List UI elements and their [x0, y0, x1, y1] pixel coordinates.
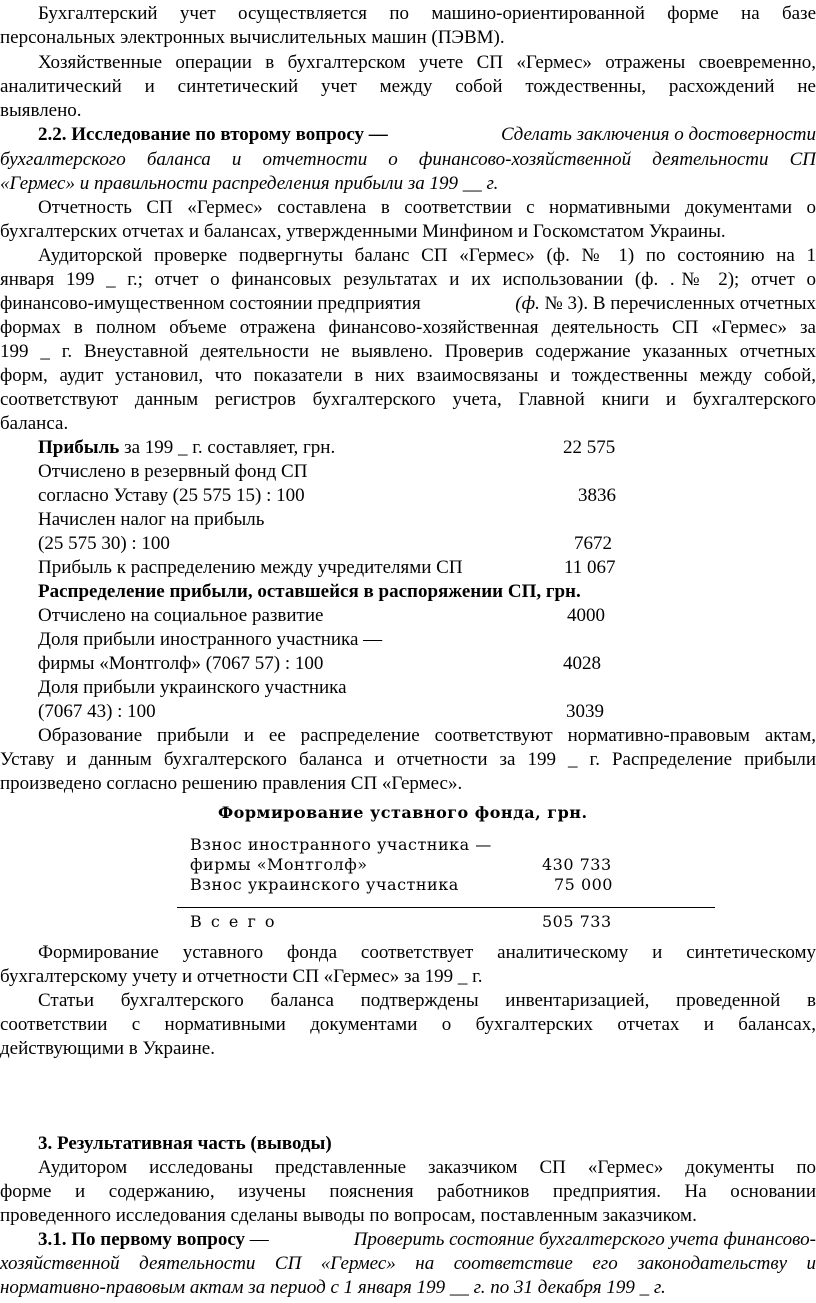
- reserve-label-line2: согласно Уставу (25 575 15) : 100: [38, 485, 305, 506]
- para4-line4: формах в полном объеме отражена финансово-хозяйственная деятельность СП «Гермес» за: [0, 317, 816, 338]
- tax-label-line2: (25 575 30) : 100: [38, 533, 170, 554]
- para4-line3-form: (ф.: [515, 293, 540, 314]
- para4-line3-part2: № 3). В перечисленных отчетных: [544, 293, 816, 314]
- ukr-label-line1: Доля прибыли украинского участника: [38, 677, 347, 698]
- profit-value: 22 575: [563, 437, 616, 458]
- para6-line1: Формирование уставного фонда соответствует аналитическому и синтетическому: [38, 942, 816, 963]
- social-label: Отчислено на социальное развитие: [38, 605, 324, 626]
- section22-line3: «Гермес» и правильности распределения прибыли за 199 __ г.: [0, 173, 499, 194]
- reserve-value: 3836: [578, 485, 616, 506]
- fund-row1-label-line2: фирмы «Монтголф»: [190, 855, 368, 874]
- para4-line3-part1: финансово-имущественном состоянии предприятия: [0, 293, 421, 314]
- foreign-label-line2: фирмы «Монтголф» (7067 57) : 100: [38, 653, 324, 674]
- foreign-label-line1: Доля прибыли иностранного участника —: [38, 629, 383, 650]
- profit-label-bold: Прибыль: [38, 437, 120, 458]
- para1-line1: Бухгалтерский учет осуществляется по машино-ориентированной форме на базе: [38, 3, 816, 24]
- para4-line1: Аудиторской проверке подвергнуты баланс СП «Гермес» (ф. № 1) по состоянию на 1: [38, 245, 816, 266]
- foreign-value: 4028: [563, 653, 601, 674]
- fund-row2-value: 75 000: [554, 875, 613, 894]
- fund-row1-label-line1: Взнос иностранного участника —: [190, 835, 492, 854]
- fund-row1-value: 430 733: [542, 855, 612, 874]
- section31-heading: 3.1. По первому вопросу: [38, 1229, 246, 1250]
- para7-line2: соответствии с нормативными документами о бухгалтерских отчетах и балансах,: [0, 1014, 816, 1035]
- section31-line3: нормативно-правовым актам за период с 1 января 199 __ г. по 31 декабря 199 _ г.: [0, 1277, 666, 1298]
- founders-label: Прибыль к распределению между учредителями СП: [38, 557, 463, 578]
- distribution-heading: Распределение прибыли, оставшейся в распоряжении СП, грн.: [38, 581, 581, 602]
- reserve-label-line1: Отчислено в резервный фонд СП: [38, 461, 308, 482]
- fund-table-divider: [177, 907, 715, 908]
- para4-line5: 199 _ г. Внеуставной деятельности не выявлено. Проверив содержание указанных отчетных: [0, 341, 816, 362]
- para4-line6: форм, аудит установил, что показатели в них взаимосвязаны и тождественны между собой,: [0, 365, 816, 386]
- para2-line2: аналитический и синтетический учет между собой тождественны, расхождений не: [0, 76, 816, 97]
- tax-label-line1: Начислен налог на прибыль: [38, 509, 265, 530]
- section22-line1: [38, 123, 816, 147]
- founders-value: 11 067: [564, 557, 616, 578]
- section31-line2: хозяйственной деятельности СП «Гермес» на соответствие его законодательству и: [0, 1253, 816, 1274]
- para2-line1: Хозяйственные операции в бухгалтерском учете СП «Гермес» отражены своевременно,: [38, 52, 816, 73]
- para3-line1: Отчетность СП «Гермес» составлена в соответствии с нормативными документами о: [38, 197, 816, 218]
- section22-line2: бухгалтерского баланса и отчетности о финансово-хозяйственной деятельности СП: [0, 149, 816, 170]
- para4-line2: января 199 _ г.; отчет о финансовых результатах и их использовании (ф. .№ 2); отчет о: [0, 269, 816, 290]
- para2-line3: выявлено.: [0, 100, 82, 121]
- fund-table-title: Формирование уставного фонда, грн.: [218, 803, 588, 822]
- ukr-label-line2: (7067 43) : 100: [38, 701, 156, 722]
- para6-line2: бухгалтерскому учету и отчетности СП «Гермес» за 199 _ г.: [0, 966, 483, 987]
- section31-dash: —: [245, 1229, 269, 1250]
- profit-label-rest: за 199 _ г. составляет, грн.: [124, 437, 336, 458]
- section3-heading: 3. Результативная часть (выводы): [38, 1133, 332, 1154]
- section3-line3: проведенного исследования сделаны выводы по вопросам, поставленным заказчиком.: [0, 1205, 697, 1226]
- para4-line7: соответствуют данным регистров бухгалтерского учета, Главной книги и бухгалтерского: [0, 389, 816, 410]
- ukr-value: 3039: [566, 701, 604, 722]
- fund-row2-label: Взнос украинского участника: [190, 875, 459, 894]
- section31-line1: [38, 1228, 816, 1252]
- para5-line1: Образование прибыли и ее распределение соответствуют нормативно-правовым актам,: [38, 725, 816, 746]
- tax-value: 7672: [574, 533, 612, 554]
- para4-line8: баланса.: [0, 413, 69, 434]
- social-value: 4000: [567, 605, 605, 626]
- fund-total-value: 505 733: [542, 912, 612, 931]
- profit-label: [38, 436, 538, 460]
- para5-line2: Уставу и данным бухгалтерского баланса и отчетности за 199 _ г. Распределение прибыли: [0, 749, 816, 770]
- para1-line2: персональных электронных вычислительных машин (ПЭВМ).: [0, 27, 505, 48]
- section22-question: Сделать заключения о достоверности: [500, 124, 816, 145]
- section3-line1: Аудитором исследованы представленные заказчиком СП «Гермес» документы по: [38, 1157, 816, 1178]
- section22-heading: 2.2. Исследование по второму вопросу —: [38, 124, 388, 145]
- para4-line3: [0, 292, 816, 316]
- section31-question: Проверить состояние бухгалтерского учета финансово-: [353, 1229, 816, 1250]
- para3-line2: бухгалтерских отчетах и балансах, утвержденными Минфином и Госкомстатом Украины.: [0, 221, 726, 242]
- para7-line1: Статьи бухгалтерского баланса подтверждены инвентаризацией, проведенной в: [38, 990, 816, 1011]
- para5-line3: произведено согласно решению правления СП «Гермес».: [0, 773, 463, 794]
- para7-line3: действующими в Украине.: [0, 1038, 215, 1059]
- fund-total-label: В с е г о: [190, 912, 277, 931]
- section3-line2: форме и содержанию, изучены пояснения работников предприятия. На основании: [0, 1181, 816, 1202]
